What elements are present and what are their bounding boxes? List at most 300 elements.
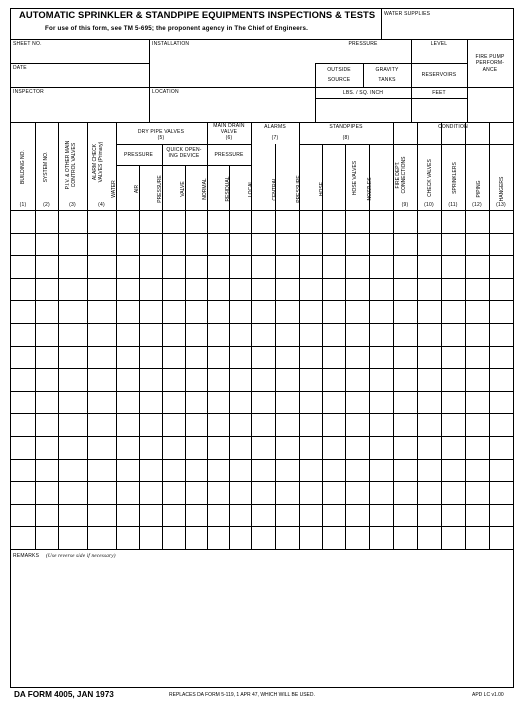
table-cell[interactable] <box>140 369 162 391</box>
table-cell[interactable] <box>252 437 275 459</box>
table-cell[interactable] <box>117 369 139 391</box>
table-cell[interactable] <box>442 482 465 504</box>
table-cell[interactable] <box>394 279 417 301</box>
table-cell[interactable] <box>370 279 393 301</box>
table-cell[interactable] <box>163 324 185 346</box>
table-cell[interactable] <box>140 234 162 256</box>
table-cell[interactable] <box>418 527 441 549</box>
table-cell[interactable] <box>442 279 465 301</box>
table-cell[interactable] <box>490 482 513 504</box>
table-cell[interactable] <box>394 324 417 346</box>
table-cell[interactable] <box>88 505 116 527</box>
table-cell[interactable] <box>59 324 87 346</box>
table-cell[interactable] <box>12 460 35 482</box>
table-cell[interactable] <box>163 211 185 233</box>
table-cell[interactable] <box>230 369 251 391</box>
table-cell[interactable] <box>323 527 345 549</box>
table-cell[interactable] <box>186 324 207 346</box>
table-cell[interactable] <box>117 460 139 482</box>
table-cell[interactable] <box>466 392 489 414</box>
table-cell[interactable] <box>140 460 162 482</box>
table-cell[interactable] <box>140 392 162 414</box>
table-cell[interactable] <box>346 392 369 414</box>
table-cell[interactable] <box>490 256 513 278</box>
table-cell[interactable] <box>466 234 489 256</box>
table-cell[interactable] <box>276 301 299 323</box>
table-cell[interactable] <box>230 527 251 549</box>
table-cell[interactable] <box>163 392 185 414</box>
table-cell[interactable] <box>276 414 299 436</box>
table-cell[interactable] <box>117 301 139 323</box>
table-cell[interactable] <box>490 369 513 391</box>
table-cell[interactable] <box>394 301 417 323</box>
table-cell[interactable] <box>442 437 465 459</box>
table-cell[interactable] <box>252 347 275 369</box>
table-cell[interactable] <box>208 301 229 323</box>
table-cell[interactable] <box>59 256 87 278</box>
table-cell[interactable] <box>59 460 87 482</box>
table-cell[interactable] <box>88 482 116 504</box>
table-cell[interactable] <box>300 505 322 527</box>
table-cell[interactable] <box>323 482 345 504</box>
table-cell[interactable] <box>140 482 162 504</box>
table-cell[interactable] <box>276 211 299 233</box>
table-cell[interactable] <box>88 392 116 414</box>
table-cell[interactable] <box>300 279 322 301</box>
table-cell[interactable] <box>346 414 369 436</box>
table-cell[interactable] <box>346 527 369 549</box>
table-cell[interactable] <box>59 234 87 256</box>
table-cell[interactable] <box>394 460 417 482</box>
date-field[interactable]: DATE <box>13 65 27 71</box>
table-cell[interactable] <box>163 369 185 391</box>
table-cell[interactable] <box>323 234 345 256</box>
table-cell[interactable] <box>186 301 207 323</box>
table-cell[interactable] <box>394 347 417 369</box>
table-cell[interactable] <box>466 527 489 549</box>
table-cell[interactable] <box>323 437 345 459</box>
table-cell[interactable] <box>117 347 139 369</box>
table-cell[interactable] <box>59 347 87 369</box>
table-cell[interactable] <box>186 527 207 549</box>
table-cell[interactable] <box>140 301 162 323</box>
table-cell[interactable] <box>346 505 369 527</box>
table-cell[interactable] <box>140 256 162 278</box>
table-cell[interactable] <box>208 392 229 414</box>
table-cell[interactable] <box>208 460 229 482</box>
table-cell[interactable] <box>88 414 116 436</box>
table-cell[interactable] <box>300 437 322 459</box>
table-cell[interactable] <box>252 279 275 301</box>
table-cell[interactable] <box>186 347 207 369</box>
table-cell[interactable] <box>276 505 299 527</box>
table-cell[interactable] <box>208 324 229 346</box>
table-cell[interactable] <box>117 414 139 436</box>
table-cell[interactable] <box>490 279 513 301</box>
inspector-field[interactable]: INSPECTOR <box>13 89 44 95</box>
table-cell[interactable] <box>186 211 207 233</box>
table-cell[interactable] <box>59 392 87 414</box>
table-cell[interactable] <box>490 301 513 323</box>
table-cell[interactable] <box>418 482 441 504</box>
table-cell[interactable] <box>418 347 441 369</box>
table-cell[interactable] <box>163 482 185 504</box>
table-cell[interactable] <box>36 211 58 233</box>
table-cell[interactable] <box>163 527 185 549</box>
table-cell[interactable] <box>346 234 369 256</box>
table-cell[interactable] <box>36 437 58 459</box>
table-cell[interactable] <box>230 414 251 436</box>
table-cell[interactable] <box>252 505 275 527</box>
table-cell[interactable] <box>12 505 35 527</box>
table-cell[interactable] <box>163 437 185 459</box>
table-cell[interactable] <box>490 460 513 482</box>
table-cell[interactable] <box>140 279 162 301</box>
table-cell[interactable] <box>276 369 299 391</box>
table-cell[interactable] <box>323 211 345 233</box>
table-cell[interactable] <box>208 369 229 391</box>
table-cell[interactable] <box>418 369 441 391</box>
table-cell[interactable] <box>88 301 116 323</box>
table-cell[interactable] <box>394 482 417 504</box>
table-cell[interactable] <box>490 392 513 414</box>
table-cell[interactable] <box>59 301 87 323</box>
table-cell[interactable] <box>230 437 251 459</box>
table-cell[interactable] <box>442 369 465 391</box>
table-cell[interactable] <box>117 392 139 414</box>
table-cell[interactable] <box>163 505 185 527</box>
installation-field[interactable]: INSTALLATION <box>152 41 190 47</box>
table-cell[interactable] <box>12 324 35 346</box>
table-cell[interactable] <box>88 256 116 278</box>
table-cell[interactable] <box>323 301 345 323</box>
table-cell[interactable] <box>12 527 35 549</box>
table-cell[interactable] <box>186 392 207 414</box>
table-cell[interactable] <box>117 324 139 346</box>
table-cell[interactable] <box>186 414 207 436</box>
table-cell[interactable] <box>88 527 116 549</box>
table-cell[interactable] <box>59 505 87 527</box>
table-cell[interactable] <box>442 505 465 527</box>
table-cell[interactable] <box>186 437 207 459</box>
table-cell[interactable] <box>276 392 299 414</box>
table-cell[interactable] <box>346 324 369 346</box>
table-cell[interactable] <box>59 527 87 549</box>
table-cell[interactable] <box>230 234 251 256</box>
table-cell[interactable] <box>117 279 139 301</box>
table-cell[interactable] <box>370 505 393 527</box>
table-cell[interactable] <box>186 279 207 301</box>
table-cell[interactable] <box>36 505 58 527</box>
table-cell[interactable] <box>323 460 345 482</box>
table-cell[interactable] <box>346 301 369 323</box>
table-cell[interactable] <box>140 505 162 527</box>
table-cell[interactable] <box>323 369 345 391</box>
table-cell[interactable] <box>59 482 87 504</box>
table-cell[interactable] <box>346 482 369 504</box>
table-cell[interactable] <box>300 527 322 549</box>
table-cell[interactable] <box>36 392 58 414</box>
table-cell[interactable] <box>323 392 345 414</box>
table-cell[interactable] <box>230 256 251 278</box>
table-cell[interactable] <box>59 437 87 459</box>
table-cell[interactable] <box>12 414 35 436</box>
table-cell[interactable] <box>117 505 139 527</box>
location-field[interactable]: LOCATION <box>152 89 179 95</box>
table-cell[interactable] <box>323 279 345 301</box>
table-cell[interactable] <box>12 256 35 278</box>
table-cell[interactable] <box>163 301 185 323</box>
table-cell[interactable] <box>36 347 58 369</box>
table-cell[interactable] <box>252 482 275 504</box>
table-cell[interactable] <box>186 234 207 256</box>
table-cell[interactable] <box>12 234 35 256</box>
table-cell[interactable] <box>394 234 417 256</box>
table-cell[interactable] <box>442 392 465 414</box>
table-cell[interactable] <box>466 482 489 504</box>
table-cell[interactable] <box>394 392 417 414</box>
table-cell[interactable] <box>490 527 513 549</box>
table-cell[interactable] <box>323 505 345 527</box>
table-cell[interactable] <box>59 211 87 233</box>
table-cell[interactable] <box>370 527 393 549</box>
table-cell[interactable] <box>490 437 513 459</box>
table-cell[interactable] <box>12 437 35 459</box>
table-cell[interactable] <box>163 256 185 278</box>
table-cell[interactable] <box>418 256 441 278</box>
table-cell[interactable] <box>466 279 489 301</box>
table-cell[interactable] <box>442 234 465 256</box>
table-cell[interactable] <box>12 211 35 233</box>
table-cell[interactable] <box>370 460 393 482</box>
table-cell[interactable] <box>466 324 489 346</box>
table-cell[interactable] <box>466 505 489 527</box>
sheet-no-field[interactable]: SHEET NO. <box>13 41 42 47</box>
table-cell[interactable] <box>466 211 489 233</box>
table-cell[interactable] <box>418 414 441 436</box>
table-cell[interactable] <box>186 369 207 391</box>
table-cell[interactable] <box>117 527 139 549</box>
table-cell[interactable] <box>276 324 299 346</box>
table-cell[interactable] <box>88 437 116 459</box>
table-cell[interactable] <box>117 256 139 278</box>
table-cell[interactable] <box>230 324 251 346</box>
table-cell[interactable] <box>442 527 465 549</box>
table-cell[interactable] <box>276 234 299 256</box>
table-cell[interactable] <box>418 460 441 482</box>
table-cell[interactable] <box>208 347 229 369</box>
table-cell[interactable] <box>140 324 162 346</box>
table-cell[interactable] <box>88 460 116 482</box>
table-cell[interactable] <box>36 369 58 391</box>
table-cell[interactable] <box>208 527 229 549</box>
table-cell[interactable] <box>88 369 116 391</box>
table-cell[interactable] <box>208 414 229 436</box>
table-cell[interactable] <box>276 437 299 459</box>
table-cell[interactable] <box>370 414 393 436</box>
table-cell[interactable] <box>466 369 489 391</box>
table-cell[interactable] <box>442 414 465 436</box>
table-cell[interactable] <box>346 279 369 301</box>
table-cell[interactable] <box>466 256 489 278</box>
table-cell[interactable] <box>36 324 58 346</box>
table-cell[interactable] <box>163 279 185 301</box>
table-cell[interactable] <box>36 527 58 549</box>
table-cell[interactable] <box>394 505 417 527</box>
table-cell[interactable] <box>346 347 369 369</box>
table-cell[interactable] <box>346 256 369 278</box>
table-cell[interactable] <box>163 347 185 369</box>
table-cell[interactable] <box>276 527 299 549</box>
table-cell[interactable] <box>88 324 116 346</box>
table-cell[interactable] <box>346 369 369 391</box>
table-cell[interactable] <box>418 279 441 301</box>
table-cell[interactable] <box>36 301 58 323</box>
table-cell[interactable] <box>117 437 139 459</box>
table-cell[interactable] <box>252 414 275 436</box>
table-cell[interactable] <box>418 324 441 346</box>
table-cell[interactable] <box>370 256 393 278</box>
table-cell[interactable] <box>186 505 207 527</box>
table-cell[interactable] <box>346 460 369 482</box>
table-cell[interactable] <box>186 482 207 504</box>
table-cell[interactable] <box>346 437 369 459</box>
table-cell[interactable] <box>490 505 513 527</box>
remarks-area[interactable] <box>13 561 511 685</box>
table-cell[interactable] <box>300 256 322 278</box>
table-cell[interactable] <box>370 324 393 346</box>
table-cell[interactable] <box>208 482 229 504</box>
table-cell[interactable] <box>36 482 58 504</box>
table-cell[interactable] <box>88 347 116 369</box>
table-cell[interactable] <box>117 234 139 256</box>
table-cell[interactable] <box>230 211 251 233</box>
table-cell[interactable] <box>300 347 322 369</box>
table-cell[interactable] <box>442 211 465 233</box>
table-cell[interactable] <box>490 324 513 346</box>
table-cell[interactable] <box>370 211 393 233</box>
table-cell[interactable] <box>490 234 513 256</box>
table-cell[interactable] <box>323 347 345 369</box>
table-cell[interactable] <box>252 301 275 323</box>
table-cell[interactable] <box>59 369 87 391</box>
table-cell[interactable] <box>394 527 417 549</box>
table-cell[interactable] <box>418 437 441 459</box>
table-cell[interactable] <box>323 414 345 436</box>
table-cell[interactable] <box>346 211 369 233</box>
table-cell[interactable] <box>117 211 139 233</box>
table-cell[interactable] <box>370 482 393 504</box>
table-cell[interactable] <box>88 234 116 256</box>
table-cell[interactable] <box>12 369 35 391</box>
table-cell[interactable] <box>230 301 251 323</box>
table-cell[interactable] <box>140 347 162 369</box>
table-cell[interactable] <box>370 369 393 391</box>
table-cell[interactable] <box>36 256 58 278</box>
table-cell[interactable] <box>230 505 251 527</box>
table-cell[interactable] <box>418 211 441 233</box>
table-cell[interactable] <box>323 256 345 278</box>
table-cell[interactable] <box>370 347 393 369</box>
table-cell[interactable] <box>36 460 58 482</box>
table-cell[interactable] <box>490 211 513 233</box>
table-cell[interactable] <box>252 234 275 256</box>
table-cell[interactable] <box>300 392 322 414</box>
table-cell[interactable] <box>252 211 275 233</box>
table-cell[interactable] <box>252 527 275 549</box>
table-cell[interactable] <box>88 211 116 233</box>
table-cell[interactable] <box>208 279 229 301</box>
table-cell[interactable] <box>163 414 185 436</box>
table-cell[interactable] <box>252 369 275 391</box>
table-cell[interactable] <box>442 301 465 323</box>
table-cell[interactable] <box>186 460 207 482</box>
table-cell[interactable] <box>370 392 393 414</box>
table-cell[interactable] <box>12 482 35 504</box>
table-cell[interactable] <box>252 256 275 278</box>
table-cell[interactable] <box>12 301 35 323</box>
table-cell[interactable] <box>208 256 229 278</box>
table-cell[interactable] <box>230 347 251 369</box>
table-cell[interactable] <box>36 279 58 301</box>
table-cell[interactable] <box>300 369 322 391</box>
table-cell[interactable] <box>59 279 87 301</box>
table-cell[interactable] <box>117 482 139 504</box>
table-cell[interactable] <box>230 460 251 482</box>
table-cell[interactable] <box>230 392 251 414</box>
table-cell[interactable] <box>208 234 229 256</box>
table-cell[interactable] <box>12 392 35 414</box>
table-cell[interactable] <box>59 414 87 436</box>
table-cell[interactable] <box>300 414 322 436</box>
table-cell[interactable] <box>208 437 229 459</box>
table-cell[interactable] <box>276 460 299 482</box>
table-cell[interactable] <box>230 482 251 504</box>
table-cell[interactable] <box>88 279 116 301</box>
table-cell[interactable] <box>300 460 322 482</box>
table-cell[interactable] <box>418 505 441 527</box>
table-cell[interactable] <box>370 301 393 323</box>
table-cell[interactable] <box>252 460 275 482</box>
table-cell[interactable] <box>276 256 299 278</box>
table-cell[interactable] <box>466 301 489 323</box>
table-cell[interactable] <box>276 482 299 504</box>
table-cell[interactable] <box>300 234 322 256</box>
table-cell[interactable] <box>466 437 489 459</box>
table-cell[interactable] <box>418 301 441 323</box>
table-cell[interactable] <box>12 279 35 301</box>
table-cell[interactable] <box>276 279 299 301</box>
table-cell[interactable] <box>36 414 58 436</box>
table-cell[interactable] <box>370 437 393 459</box>
table-cell[interactable] <box>230 279 251 301</box>
table-cell[interactable] <box>394 211 417 233</box>
table-cell[interactable] <box>186 256 207 278</box>
table-cell[interactable] <box>208 505 229 527</box>
table-cell[interactable] <box>394 256 417 278</box>
table-cell[interactable] <box>300 211 322 233</box>
table-cell[interactable] <box>466 460 489 482</box>
table-cell[interactable] <box>252 392 275 414</box>
table-cell[interactable] <box>466 414 489 436</box>
table-cell[interactable] <box>300 301 322 323</box>
table-cell[interactable] <box>252 324 275 346</box>
table-cell[interactable] <box>140 527 162 549</box>
table-cell[interactable] <box>140 437 162 459</box>
table-cell[interactable] <box>490 347 513 369</box>
table-cell[interactable] <box>300 482 322 504</box>
table-cell[interactable] <box>323 324 345 346</box>
